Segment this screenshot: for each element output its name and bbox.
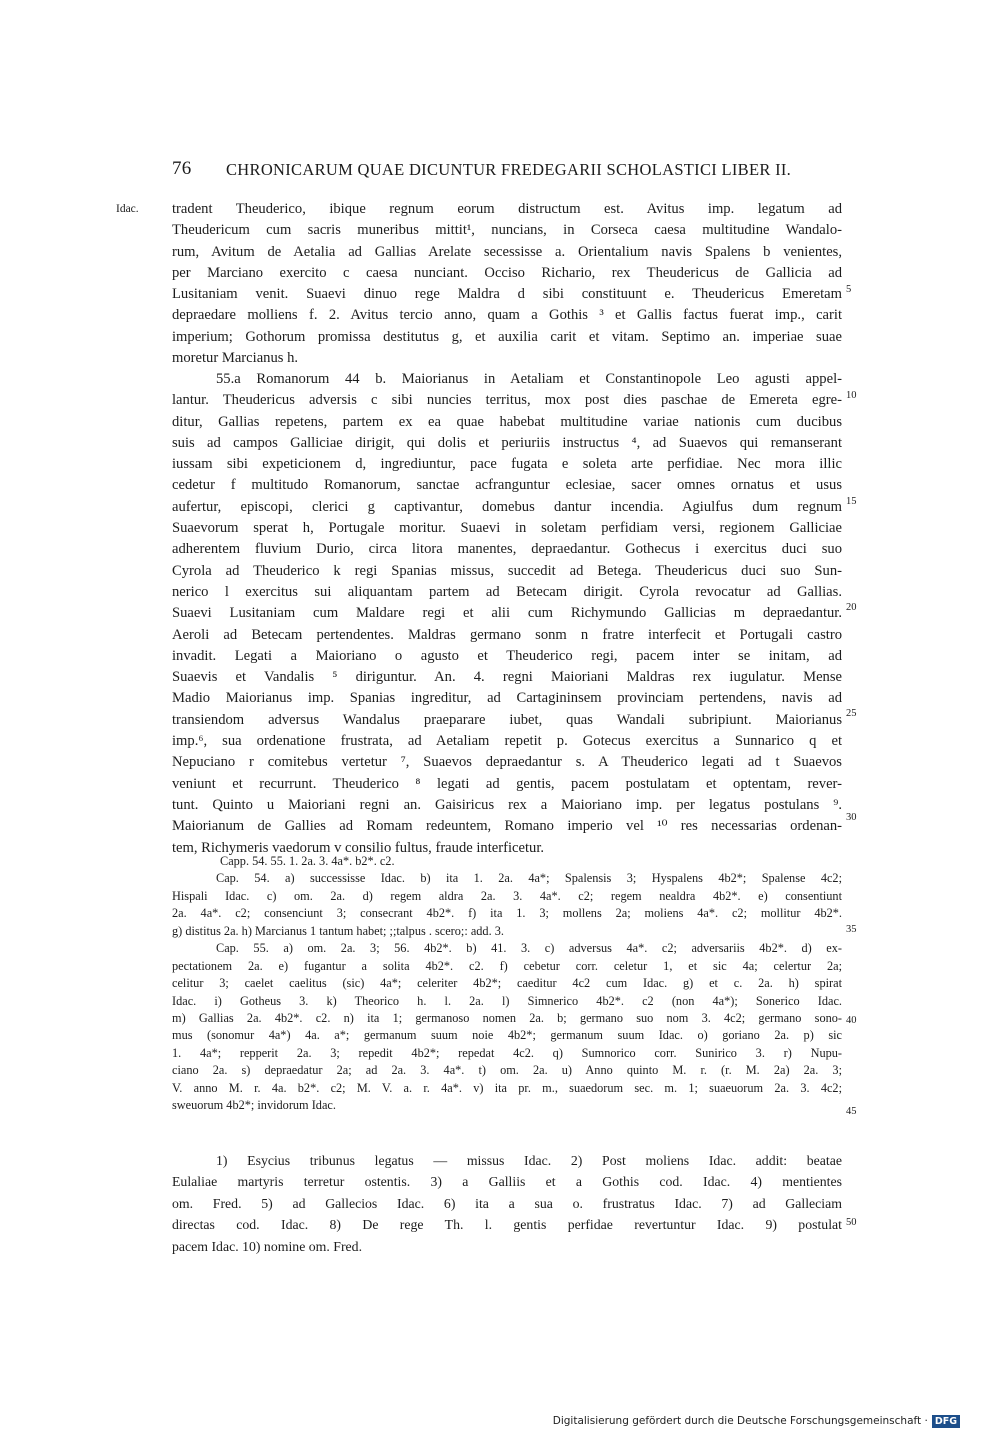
- text-line: cedetur f multitudo Romanorum, sanctae acfranguntur eclesiae, sacer omnes ornatus et usus: [172, 477, 842, 494]
- text-line: imp.⁶, sua ordenatione frustrata, ad Aetaliam repetit p. Gotecus exercitus a Sunnarico q et: [172, 733, 842, 750]
- apparatus-line: celitur 3; caelet caelitus (sic) 4a*; celeriter 4b2*; caeditur 4c2 cum Idac. g) et c. 2a. h) spirat: [172, 976, 842, 991]
- text-line: per Marciano exercito c caesa nunciant. Occiso Richario, rex Theudericus de Gallicia ad: [172, 264, 842, 281]
- text-line: transiendom adversus Wandalus praeparare iubet, quas Wandali subripiunt. Maiorianus: [172, 711, 842, 728]
- paragraph-55: [172, 369, 842, 859]
- apparatus-line: Cap. 55. a) om. 2a. 3; 56. 4b2*. b) 41. 3. c) adversus 4a*. c2; adversariis 4b2*. d) ex-: [216, 941, 842, 956]
- line-number: 45: [846, 1106, 857, 1117]
- footnote-line: Eulaliae martyris terretur ostentis. 3) a Galliis et a Gothis cod. Idac. 4) mentientes: [172, 1174, 842, 1190]
- running-title: CHRONICARUM QUAE DICUNTUR FREDEGARII SCHOLASTICI LIBER II.: [226, 160, 792, 179]
- text-line: ditur, Gallias repetens, partem ex ea quae habebat multitudine variae nationis cum ducibus: [172, 413, 842, 430]
- text-line: 55.a Romanorum 44 b. Maiorianus in Aetaliam et Constantinopole Leo agusti appel-: [216, 371, 842, 387]
- text-line: Madio Maiorianus imp. Spanias ingreditur, ad Cartagininsem provinciam pertendens, navis ad: [172, 690, 842, 707]
- side-note: Idac.: [116, 203, 139, 215]
- text-line: imperium; Gothorum promissa destitutus g, et auxilia carit et vitam. Septimo an. imperiae suae: [172, 328, 842, 345]
- digitization-footer: [553, 1415, 960, 1428]
- text-line: Nepuciano r comitebus vertetur ⁷, Suaevos depraedantur s. A Theuderico legati ad t Suaevos: [172, 754, 842, 771]
- apparatus-line: Cap. 54. a) successisse Idac. b) ita 1. 2a. 4a*; Spalensis 3; Hyspalens 4b2*; Spalense 4c2;: [216, 871, 842, 886]
- line-number: 20: [846, 602, 857, 613]
- paragraph-54: [172, 199, 842, 369]
- text-line: rum, Avitum de Aetalia ad Gallias Arelate secessisse a. Orientalium navis Spalens b venientes,: [172, 243, 842, 260]
- text-line: Suaevis et Vandalis ⁵ diriguntur. An. 4. regni Maioriani Maldras rex iugulatur. Mense: [172, 669, 842, 686]
- line-number: 5: [846, 284, 852, 295]
- footnote-line: pacem Idac. 10) nomine om. Fred.: [172, 1238, 363, 1254]
- apparatus-line: Idac. i) Gotheus 3. k) Theorico h. l. 2a. l) Simnerico 4b2*. c2 (non 4a*); Sonerico Idac.: [172, 993, 842, 1008]
- apparatus-line: g) distitus 2a. h) Marcianus 1 tantum habet; ;;talpus . scero;: add. 3.: [172, 923, 504, 938]
- line-number: 50: [846, 1217, 857, 1228]
- apparatus-line: Hispali Idac. c) om. 2a. d) regem aldra 2a. 3. 4a*. c2; regem nealdra 4b2*. e) consentiunt: [172, 888, 842, 903]
- line-number: 40: [846, 1015, 857, 1026]
- apparatus-line: V. anno M. r. 4a. b2*. c2; M. V. a. r. 4a*. v) ita pr. m., suaedorum sec. m. 1; suaeuorum 2a. 3. 4c2;: [172, 1080, 842, 1095]
- running-header: [172, 158, 842, 186]
- text-line: tem, Richymeris vaedorum v consilio fultus, fraude interficetur.: [172, 839, 545, 856]
- text-line: lantur. Theudericus adversis c sibi nuncies territus, mox post dies paschae de Emereta egre-: [172, 392, 842, 409]
- apparatus-line: mus (sonomur 4a*) 4a. a*; germanum suum noie 4b2*; germanum suum Idac. o) goriano 2a. p) sic: [172, 1028, 842, 1043]
- text-line: Aeroli ad Betecam pertendentes. Maldras germano sonm n fratre interfecit et Portugali castro: [172, 626, 842, 643]
- text-line: iussam sibi expeticionem d, ingrediuntur, pace fugata e soleta arte perfidiae. Nec mora illic: [172, 456, 842, 473]
- text-line: aufertur, episcopi, clerici g captivantur, domebus dantur incendia. Agiulfus dum regnum: [172, 498, 842, 515]
- apparatus-line: 1. 4a*; repperit 2a. 3; repedit 4b2*; repedat 4c2. q) Sumnorico corr. Sunirico 3. r) Nupu-: [172, 1045, 842, 1060]
- text-line: depraedare molliens f. 2. Avitus tercio anno, quam a Gothis ³ et Gallis factus fuerat imp., carit: [172, 307, 842, 324]
- footer-text: Digitalisierung gefördert durch die Deutsche Forschungsgemeinschaft ·: [552, 1415, 928, 1427]
- line-number: 35: [846, 924, 857, 935]
- critical-apparatus: [172, 853, 842, 1115]
- footnotes: [172, 1150, 842, 1257]
- footnote-line: 1) Esycius tribunus legatus — missus Idac. 2) Post moliens Idac. addit: beatae: [216, 1153, 842, 1168]
- text-line: Lusitaniam venit. Suaevi dinuo rege Maldra d sibi constituunt e. Theudericus Emeretam: [172, 286, 842, 303]
- apparatus-line: sweuorum 4b2*; invidorum Idac.: [172, 1098, 336, 1113]
- text-line: tradent Theuderico, ibique regnum eorum distructum est. Avitus imp. legatum ad: [172, 201, 842, 217]
- text-line: tunt. Quinto u Maioriani regni an. Gaisiricus rex a Maioriano imp. per legatus postulans ⁹.: [172, 796, 842, 813]
- apparatus-line: pectationem 2a. e) fugantur a solita 4b2*. c2. f) cebetur corr. celetur 1, et sic 4a; celertur 2a;: [172, 958, 842, 973]
- text-line: Theudericum cum sacris muneribus mittit¹, nuncians, in Corseca caesa multitudine Wandalo-: [172, 222, 842, 239]
- text-line: adherentem fluvium Durio, circa litora manentes, depraedantur. Gothecus i exercitus duci suo: [172, 541, 842, 558]
- apparatus-line: Capp. 54. 55. 1. 2a. 3. 4a*. b2*. c2.: [220, 854, 395, 868]
- text-line: veniunt et recurrunt. Theuderico ⁸ legati ad gentis, pacem postulatam et optentam, rever-: [172, 775, 842, 792]
- dfg-logo: DFG: [932, 1415, 960, 1428]
- apparatus-line: m) Gallias 2a. 4b2*. c2. n) ita 1; germanoso nomen 2a. b; germano suo nom 3. 4c2; germano sono-: [172, 1010, 842, 1025]
- text-line: moretur Marcianus h.: [172, 350, 299, 367]
- text-line: nerico l exercitus sui aliquantam partem ad Betecam dirigit. Cyrola revocatur ad Gallias.: [172, 583, 842, 600]
- text-line: invadit. Legati a Maioriano o agusto et Theuderico regi, pacem inter se initam, ad: [172, 647, 842, 664]
- line-number: 25: [846, 708, 857, 719]
- line-number: 30: [846, 812, 857, 823]
- text-line: Suaevorum sperat h, Portugale moritur. Suaevi in soletam perfidiam versi, regionem Galliciae: [172, 520, 842, 537]
- apparatus-line: 2a. 4a*. c2; consenciunt 3; consecrant 4b2*. f) ita 1. 3; mollens 2a; moliens 4a*. c2; mollitur 4b2*.: [172, 906, 842, 921]
- page-number: 76: [172, 158, 192, 179]
- text-line: suis ad campos Galliciae dirigit, qui dolis et periuriis instructus ⁴, ad Suaevos qui remanserant: [172, 434, 842, 451]
- text-line: Cyrola ad Theuderico k regi Spanias missus, succedit ad Betega. Theudericus duci suo Sun-: [172, 562, 842, 579]
- footnote-line: directas cod. Idac. 8) De rege Th. l. gentis perfidae revertuntur Idac. 9) postulat: [172, 1217, 842, 1233]
- text-line: Maiorianum de Gallies ad Romam redeuntem, Romano imperio vel ¹⁰ res necessarias ordenan-: [172, 818, 842, 835]
- footnote-line: om. Fred. 5) ad Gallecios Idac. 6) ita a sua o. frustratus Idac. 7) ad Galleciam: [172, 1195, 842, 1211]
- line-number: 10: [846, 390, 857, 401]
- line-number: 15: [846, 496, 857, 507]
- apparatus-line: ciano 2a. s) depraedatur 2a; ad 2a. 3. 4a*. t) om. 2a. u) Anno quinto M. r. (r. M. 2a) 2a. 3;: [172, 1063, 842, 1078]
- text-line: Suaevi Lusitaniam cum Maldare regi et alii cum Richymundo Gallicias m depraedantur.: [172, 605, 842, 622]
